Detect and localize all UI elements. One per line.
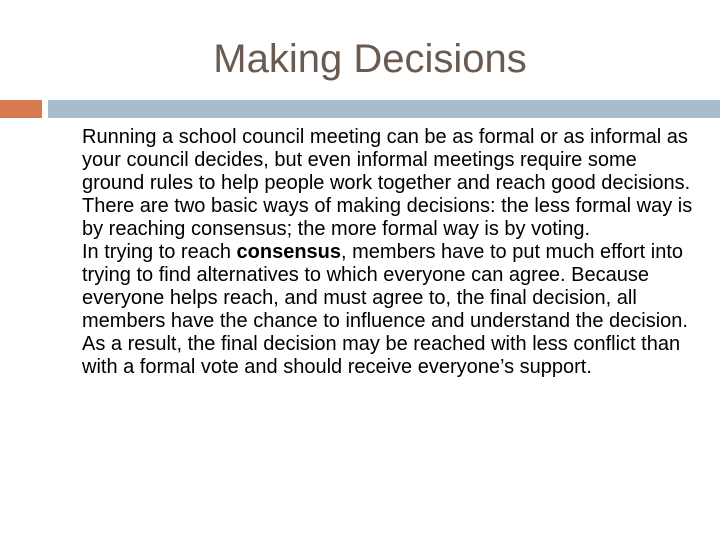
paragraph-formality: Running a school council meeting can be as formal or as informal as your council decides, but even informal meetings require some ground rules to help people work together and reach good decisions.: [82, 126, 691, 194]
consensus-term: consensus: [236, 241, 342, 263]
consensus-explanation-text: , members have to put much effort into trying to find alternatives to which everyone can agree. Because everyone helps reach, and must agree to, the final decision, all members have the chance to influence and understand the decision. As a result, the final decision may be reached with less conflict than with a formal vote and should receive everyone’s support.: [82, 241, 688, 378]
title-rule-bar: [48, 100, 720, 118]
slide-title: Making Decisions: [213, 37, 527, 81]
accent-bar: [0, 100, 42, 118]
slide-body: [82, 126, 694, 379]
consensus-intro-text: In trying to reach: [82, 241, 237, 263]
paragraph-decision-ways: There are two basic ways of making decisions: the less formal way is by reaching consensus; the more formal way is by voting.: [82, 195, 693, 240]
paragraph-consensus: [82, 241, 694, 379]
